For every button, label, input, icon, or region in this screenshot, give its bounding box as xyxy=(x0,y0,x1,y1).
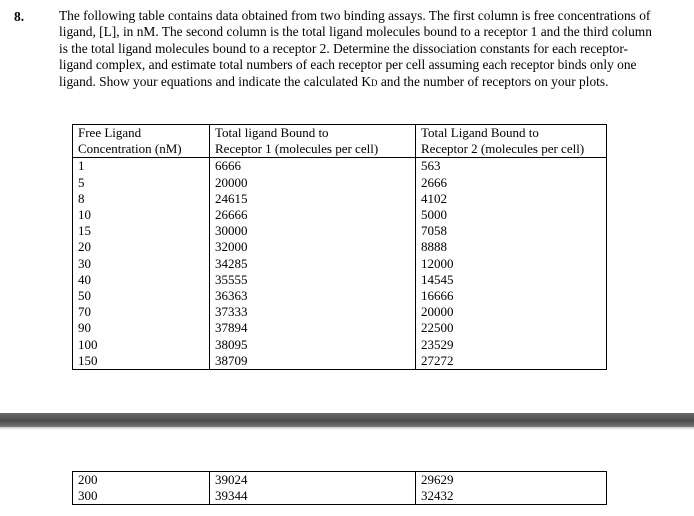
free-ligand-cell: 90 xyxy=(73,320,210,336)
header-free-ligand xyxy=(73,125,210,158)
receptor-2-cell: 23529 xyxy=(416,337,607,353)
receptor-2-cell: 27272 xyxy=(416,353,607,370)
header-receptor-2 xyxy=(416,125,607,158)
receptor-2-cell: 14545 xyxy=(416,272,607,288)
table-row xyxy=(73,288,607,304)
table-row xyxy=(73,175,607,191)
free-ligand-cell: 15 xyxy=(73,223,210,239)
table-header-row xyxy=(73,125,607,158)
receptor-1-cell: 37333 xyxy=(210,304,416,320)
question-text-end: and the number of receptors on your plots. xyxy=(377,73,609,89)
free-ligand-cell: 150 xyxy=(73,353,210,370)
header-receptor-1 xyxy=(210,125,416,158)
question-text-main: The following table contains data obtained from two binding assays. The first column is free concentrations of ligand, [L], in nM. The second column is the total ligand molecules bound to a receptor 1 and the third column is the total ligand molecules bound to a receptor 2. Determine the dissociation constants for each receptor-ligand complex, and estimate total numbers of each receptor per cell assuming each receptor binds only one ligand. Show your equations and indicate the calculated K xyxy=(59,8,652,89)
free-ligand-cell: 200 xyxy=(73,472,210,489)
receptor-1-cell: 39344 xyxy=(210,488,416,505)
table-row xyxy=(73,320,607,336)
receptor-1-cell: 20000 xyxy=(210,175,416,191)
table-row xyxy=(73,223,607,239)
receptor-2-cell: 7058 xyxy=(416,223,607,239)
table-row xyxy=(73,272,607,288)
free-ligand-cell: 5 xyxy=(73,175,210,191)
page-break-divider xyxy=(0,413,694,427)
receptor-2-cell: 2666 xyxy=(416,175,607,191)
receptor-1-cell: 38709 xyxy=(210,353,416,370)
header-line: Total Ligand Bound to xyxy=(421,125,539,140)
free-ligand-cell: 20 xyxy=(73,239,210,255)
table-row xyxy=(73,337,607,353)
table-body xyxy=(73,158,607,370)
table-row xyxy=(73,239,607,255)
receptor-1-cell: 24615 xyxy=(210,191,416,207)
receptor-2-cell: 5000 xyxy=(416,207,607,223)
receptor-2-cell: 20000 xyxy=(416,304,607,320)
receptor-1-cell: 6666 xyxy=(210,158,416,175)
header-line: Total ligand Bound to xyxy=(215,125,329,140)
table-row xyxy=(73,191,607,207)
receptor-1-cell: 34285 xyxy=(210,256,416,272)
free-ligand-cell: 100 xyxy=(73,337,210,353)
question-text xyxy=(59,8,659,91)
binding-data-table xyxy=(72,124,607,370)
kd-subscript: D xyxy=(371,77,378,88)
header-line: Receptor 1 (molecules per cell) xyxy=(215,141,379,157)
receptor-1-cell: 38095 xyxy=(210,337,416,353)
header-line: Receptor 2 (molecules per cell) xyxy=(421,141,585,157)
receptor-2-cell: 12000 xyxy=(416,256,607,272)
table-row xyxy=(73,207,607,223)
free-ligand-cell: 50 xyxy=(73,288,210,304)
receptor-2-cell: 563 xyxy=(416,158,607,175)
free-ligand-cell: 70 xyxy=(73,304,210,320)
table-row xyxy=(73,472,607,489)
receptor-1-cell: 35555 xyxy=(210,272,416,288)
table-row xyxy=(73,256,607,272)
table-row xyxy=(73,353,607,370)
free-ligand-cell: 40 xyxy=(73,272,210,288)
receptor-1-cell: 36363 xyxy=(210,288,416,304)
binding-data-table-continued xyxy=(72,471,607,505)
table-row xyxy=(73,304,607,320)
table-row xyxy=(73,488,607,505)
header-line: Concentration (nM) xyxy=(78,141,182,157)
receptor-2-cell: 4102 xyxy=(416,191,607,207)
header-line: Free Ligand xyxy=(78,125,142,140)
free-ligand-cell: 30 xyxy=(73,256,210,272)
receptor-2-cell: 16666 xyxy=(416,288,607,304)
receptor-2-cell: 22500 xyxy=(416,320,607,336)
free-ligand-cell: 10 xyxy=(73,207,210,223)
table-row xyxy=(73,158,607,175)
receptor-1-cell: 30000 xyxy=(210,223,416,239)
free-ligand-cell: 300 xyxy=(73,488,210,505)
free-ligand-cell: 1 xyxy=(73,158,210,175)
receptor-1-cell: 37894 xyxy=(210,320,416,336)
receptor-1-cell: 32000 xyxy=(210,239,416,255)
receptor-2-cell: 29629 xyxy=(416,472,607,489)
receptor-2-cell: 32432 xyxy=(416,488,607,505)
receptor-2-cell: 8888 xyxy=(416,239,607,255)
receptor-1-cell: 26666 xyxy=(210,207,416,223)
question-number: 8. xyxy=(14,9,25,24)
table-body-continued xyxy=(73,472,607,505)
free-ligand-cell: 8 xyxy=(73,191,210,207)
receptor-1-cell: 39024 xyxy=(210,472,416,489)
